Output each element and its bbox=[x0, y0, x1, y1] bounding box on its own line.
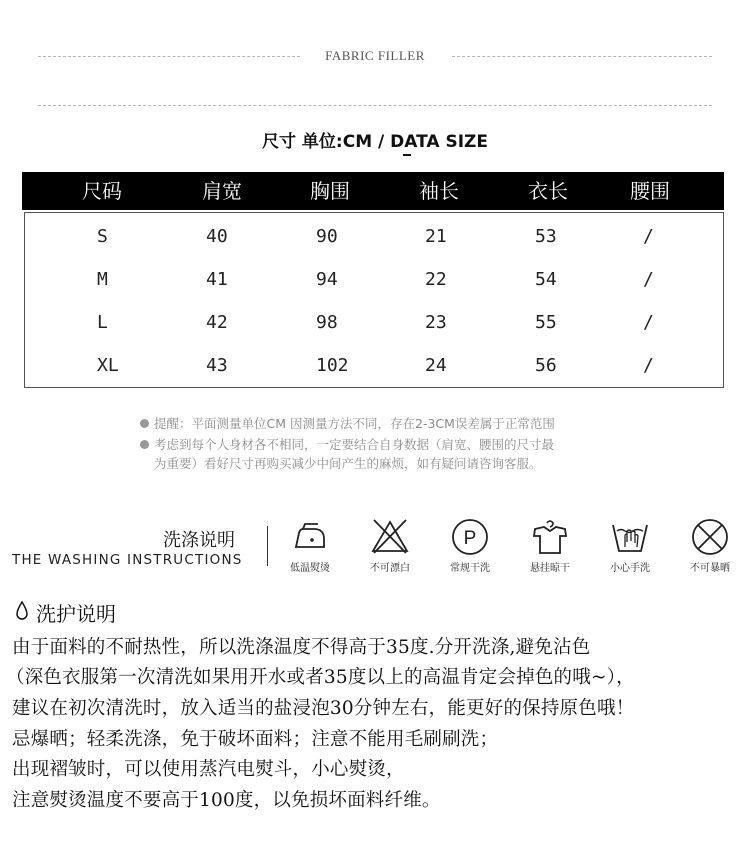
note-text: 考虑到每个人身材各不相同，一定要结合自身数据（肩宽、腰围的尺寸最 bbox=[154, 437, 555, 452]
wash-label: 不可暴晒 bbox=[690, 563, 730, 574]
header-shoulder: 肩宽 bbox=[202, 179, 242, 203]
wash-label: 悬挂晾干 bbox=[530, 563, 570, 574]
care-line: 注意熨烫温度不要高于100度，以免损坏面料纤维。 bbox=[12, 790, 441, 811]
cell-sleeve: 24 bbox=[425, 355, 447, 376]
cell-shoulder: 40 bbox=[206, 226, 228, 247]
wash-item-hang-dry bbox=[515, 517, 585, 574]
divider-left bbox=[38, 56, 300, 57]
wash-item-no-tumble bbox=[675, 517, 745, 574]
wash-label: 小心手洗 bbox=[610, 563, 650, 574]
cell-size: XL bbox=[97, 355, 119, 376]
table-row bbox=[25, 344, 723, 387]
divider-full bbox=[38, 105, 712, 106]
header-chest: 胸围 bbox=[310, 179, 350, 203]
cell-waist: / bbox=[643, 226, 654, 247]
care-title: 洗护说明 bbox=[36, 602, 116, 626]
cell-chest: 98 bbox=[316, 312, 338, 333]
wash-item-dry-clean bbox=[435, 517, 505, 574]
header-sleeve: 袖长 bbox=[419, 179, 459, 203]
care-line: 由于面料的不耐热性，所以洗涤温度不得高于35度.分开洗涤,避免沾色 bbox=[12, 637, 591, 658]
cell-waist: / bbox=[643, 355, 654, 376]
cell-shoulder: 43 bbox=[206, 355, 228, 376]
hang-dry-icon bbox=[530, 517, 570, 557]
wash-label: 低温熨烫 bbox=[290, 563, 330, 574]
table-row bbox=[25, 301, 723, 344]
cell-chest: 94 bbox=[316, 269, 338, 290]
wash-item-no-bleach bbox=[355, 517, 425, 574]
wash-item-iron bbox=[275, 517, 345, 574]
cell-size: L bbox=[97, 312, 108, 333]
water-drop-icon bbox=[14, 600, 30, 622]
title-underline bbox=[403, 154, 411, 156]
dry-clean-p-icon bbox=[450, 517, 490, 557]
no-bleach-icon bbox=[370, 517, 410, 557]
care-line: 出现褶皱时，可以使用蒸汽电熨斗，小心熨烫， bbox=[12, 759, 405, 780]
washing-title-cn: 洗涤说明 bbox=[163, 530, 235, 551]
cell-chest: 102 bbox=[316, 355, 349, 376]
table-row bbox=[25, 215, 723, 258]
wash-label: 常规干洗 bbox=[450, 563, 490, 574]
hand-wash-icon bbox=[610, 517, 650, 557]
care-line: （深色衣服第一次清洗如果用开水或者35度以上的高温肯定会掉色的哦~）， bbox=[6, 667, 635, 688]
cell-waist: / bbox=[643, 312, 654, 333]
wash-item-hand-wash bbox=[595, 517, 665, 574]
divider-right bbox=[452, 56, 712, 57]
no-tumble-dry-icon bbox=[690, 517, 730, 557]
size-table-header bbox=[22, 172, 724, 210]
cell-size: M bbox=[97, 269, 108, 290]
cell-waist: / bbox=[643, 269, 654, 290]
cell-sleeve: 21 bbox=[425, 226, 447, 247]
cell-length: 55 bbox=[535, 312, 557, 333]
note-text: 提醒：平面测量单位CM 因测量方法不同，存在2-3CM误差属于正常范围 bbox=[154, 416, 555, 431]
svg-text:P: P bbox=[463, 528, 477, 549]
note-text: 为重要）看好尺寸再购买减少中间产生的麻烦，如有疑问请咨询客服。 bbox=[154, 456, 542, 471]
cell-sleeve: 23 bbox=[425, 312, 447, 333]
header-size: 尺码 bbox=[82, 179, 122, 203]
care-line: 建议在初次清洗时，放入适当的盐浸泡30分钟左右，能更好的保持原色哦！ bbox=[12, 698, 635, 719]
bullet-icon bbox=[140, 440, 149, 449]
header-length: 衣长 bbox=[528, 179, 568, 203]
fabric-filler-label: FABRIC FILLER bbox=[325, 48, 425, 63]
size-table-body bbox=[24, 212, 724, 388]
size-title: 尺寸 单位:CM / DATA SIZE bbox=[262, 132, 488, 152]
note-line-3 bbox=[154, 454, 542, 472]
cell-chest: 90 bbox=[316, 226, 338, 247]
note-line-2 bbox=[140, 435, 554, 453]
cell-size: S bbox=[97, 226, 108, 247]
washing-title-en: THE WASHING INSTRUCTIONS bbox=[12, 552, 243, 568]
iron-low-temp-icon bbox=[290, 517, 330, 557]
wash-label: 不可漂白 bbox=[370, 563, 410, 574]
washing-separator bbox=[267, 526, 268, 566]
table-row bbox=[25, 258, 723, 301]
care-line: 忌爆晒；轻柔洗涤，免于破坏面料；注意不能用毛刷刷洗； bbox=[12, 729, 499, 750]
cell-length: 56 bbox=[535, 355, 557, 376]
cell-length: 54 bbox=[535, 269, 557, 290]
cell-shoulder: 41 bbox=[206, 269, 228, 290]
header-waist: 腰围 bbox=[630, 179, 670, 203]
bullet-icon bbox=[140, 419, 149, 428]
note-line-1 bbox=[140, 414, 555, 432]
cell-length: 53 bbox=[535, 226, 557, 247]
cell-sleeve: 22 bbox=[425, 269, 447, 290]
cell-shoulder: 42 bbox=[206, 312, 228, 333]
